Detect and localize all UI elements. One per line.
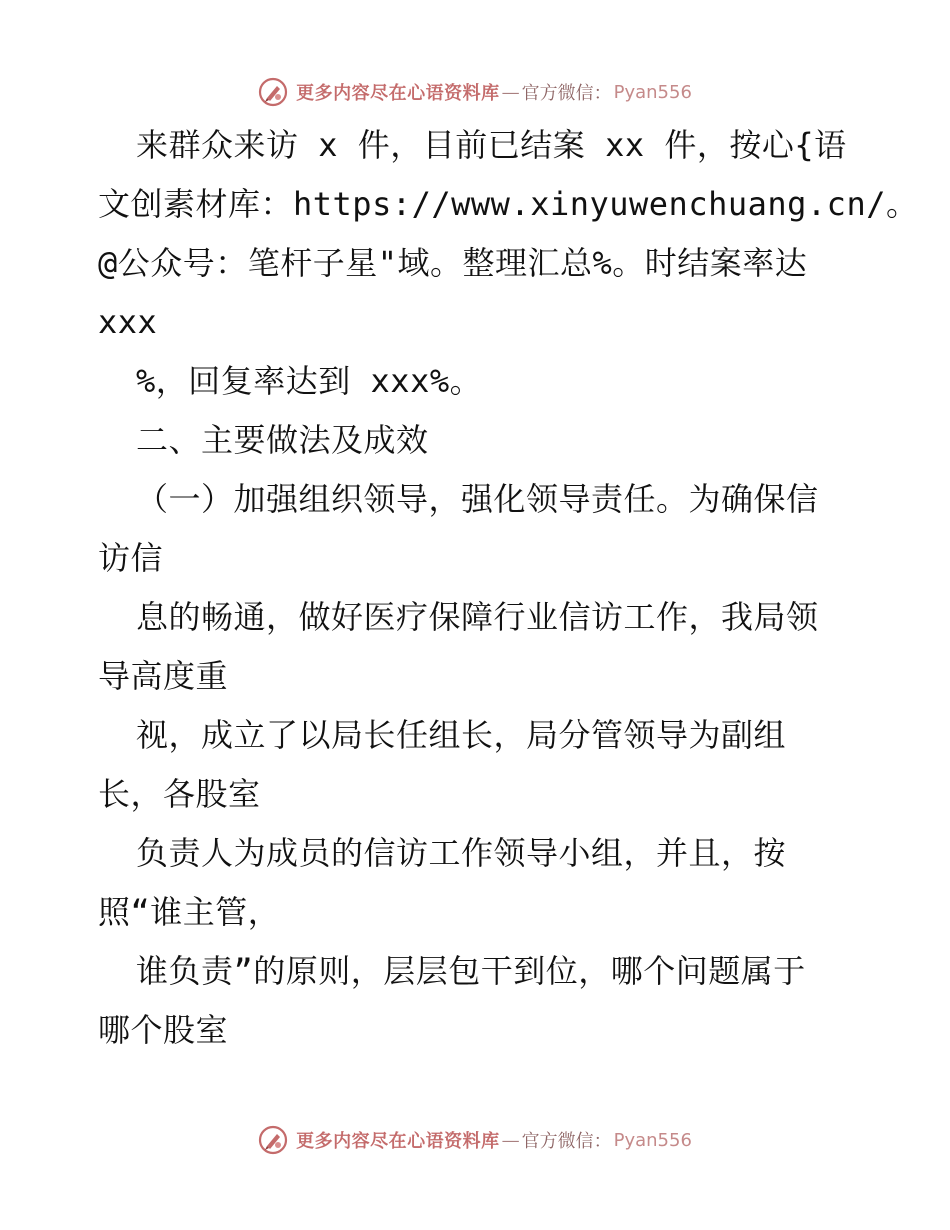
watermark-main-text: 更多内容尽在心语资料库 (296, 83, 500, 104)
text-line: 哪个股室 (98, 1011, 229, 1049)
text-line: 长，各股室 (98, 775, 261, 813)
subsection-heading: （一）加强组织领导，强化领导责任。为确保信 (136, 480, 819, 518)
text-line: 视，成立了以局长任组长，局分管领导为副组 (136, 716, 787, 754)
pen-logo-icon (258, 77, 288, 107)
text-line: 来群众来访 x 件，目前已结案 xx 件，按心{语 (136, 126, 847, 164)
watermark-separator: — (501, 81, 520, 103)
text-line: xxx (98, 303, 158, 341)
document-body (98, 116, 919, 1060)
text-line: %，回复率达到 xxx%。 (136, 362, 483, 400)
pen-logo-icon (258, 1125, 288, 1155)
watermark-wechat-id: Pyan556 (613, 1129, 692, 1151)
text-line: 访信 (98, 539, 164, 577)
watermark-sub-text: 官方微信： (521, 1131, 612, 1152)
text-line: 文创素材库：https://www.xinyuwenchuang.cn/。 (98, 185, 919, 223)
text-line: 负责人为成员的信访工作领导小组，并且，按 (136, 834, 787, 872)
watermark-sub-text: 官方微信： (521, 83, 612, 104)
watermark-header (0, 72, 950, 112)
text-line: 谁负责”的原则，层层包干到位，哪个问题属于 (136, 952, 806, 990)
text-line: 导高度重 (98, 657, 229, 695)
section-heading: 二、主要做法及成效 (136, 421, 429, 459)
text-line: @公众号：笔杆子星"域。整理汇总%。时结案率达 (98, 244, 808, 282)
watermark-separator: — (501, 1129, 520, 1151)
text-line: 照“谁主管， (98, 893, 281, 931)
text-line: 息的畅通，做好医疗保障行业信访工作，我局领 (136, 598, 819, 636)
watermark-footer (0, 1120, 950, 1160)
watermark-wechat-id: Pyan556 (613, 81, 692, 103)
watermark-main-text: 更多内容尽在心语资料库 (296, 1131, 500, 1152)
